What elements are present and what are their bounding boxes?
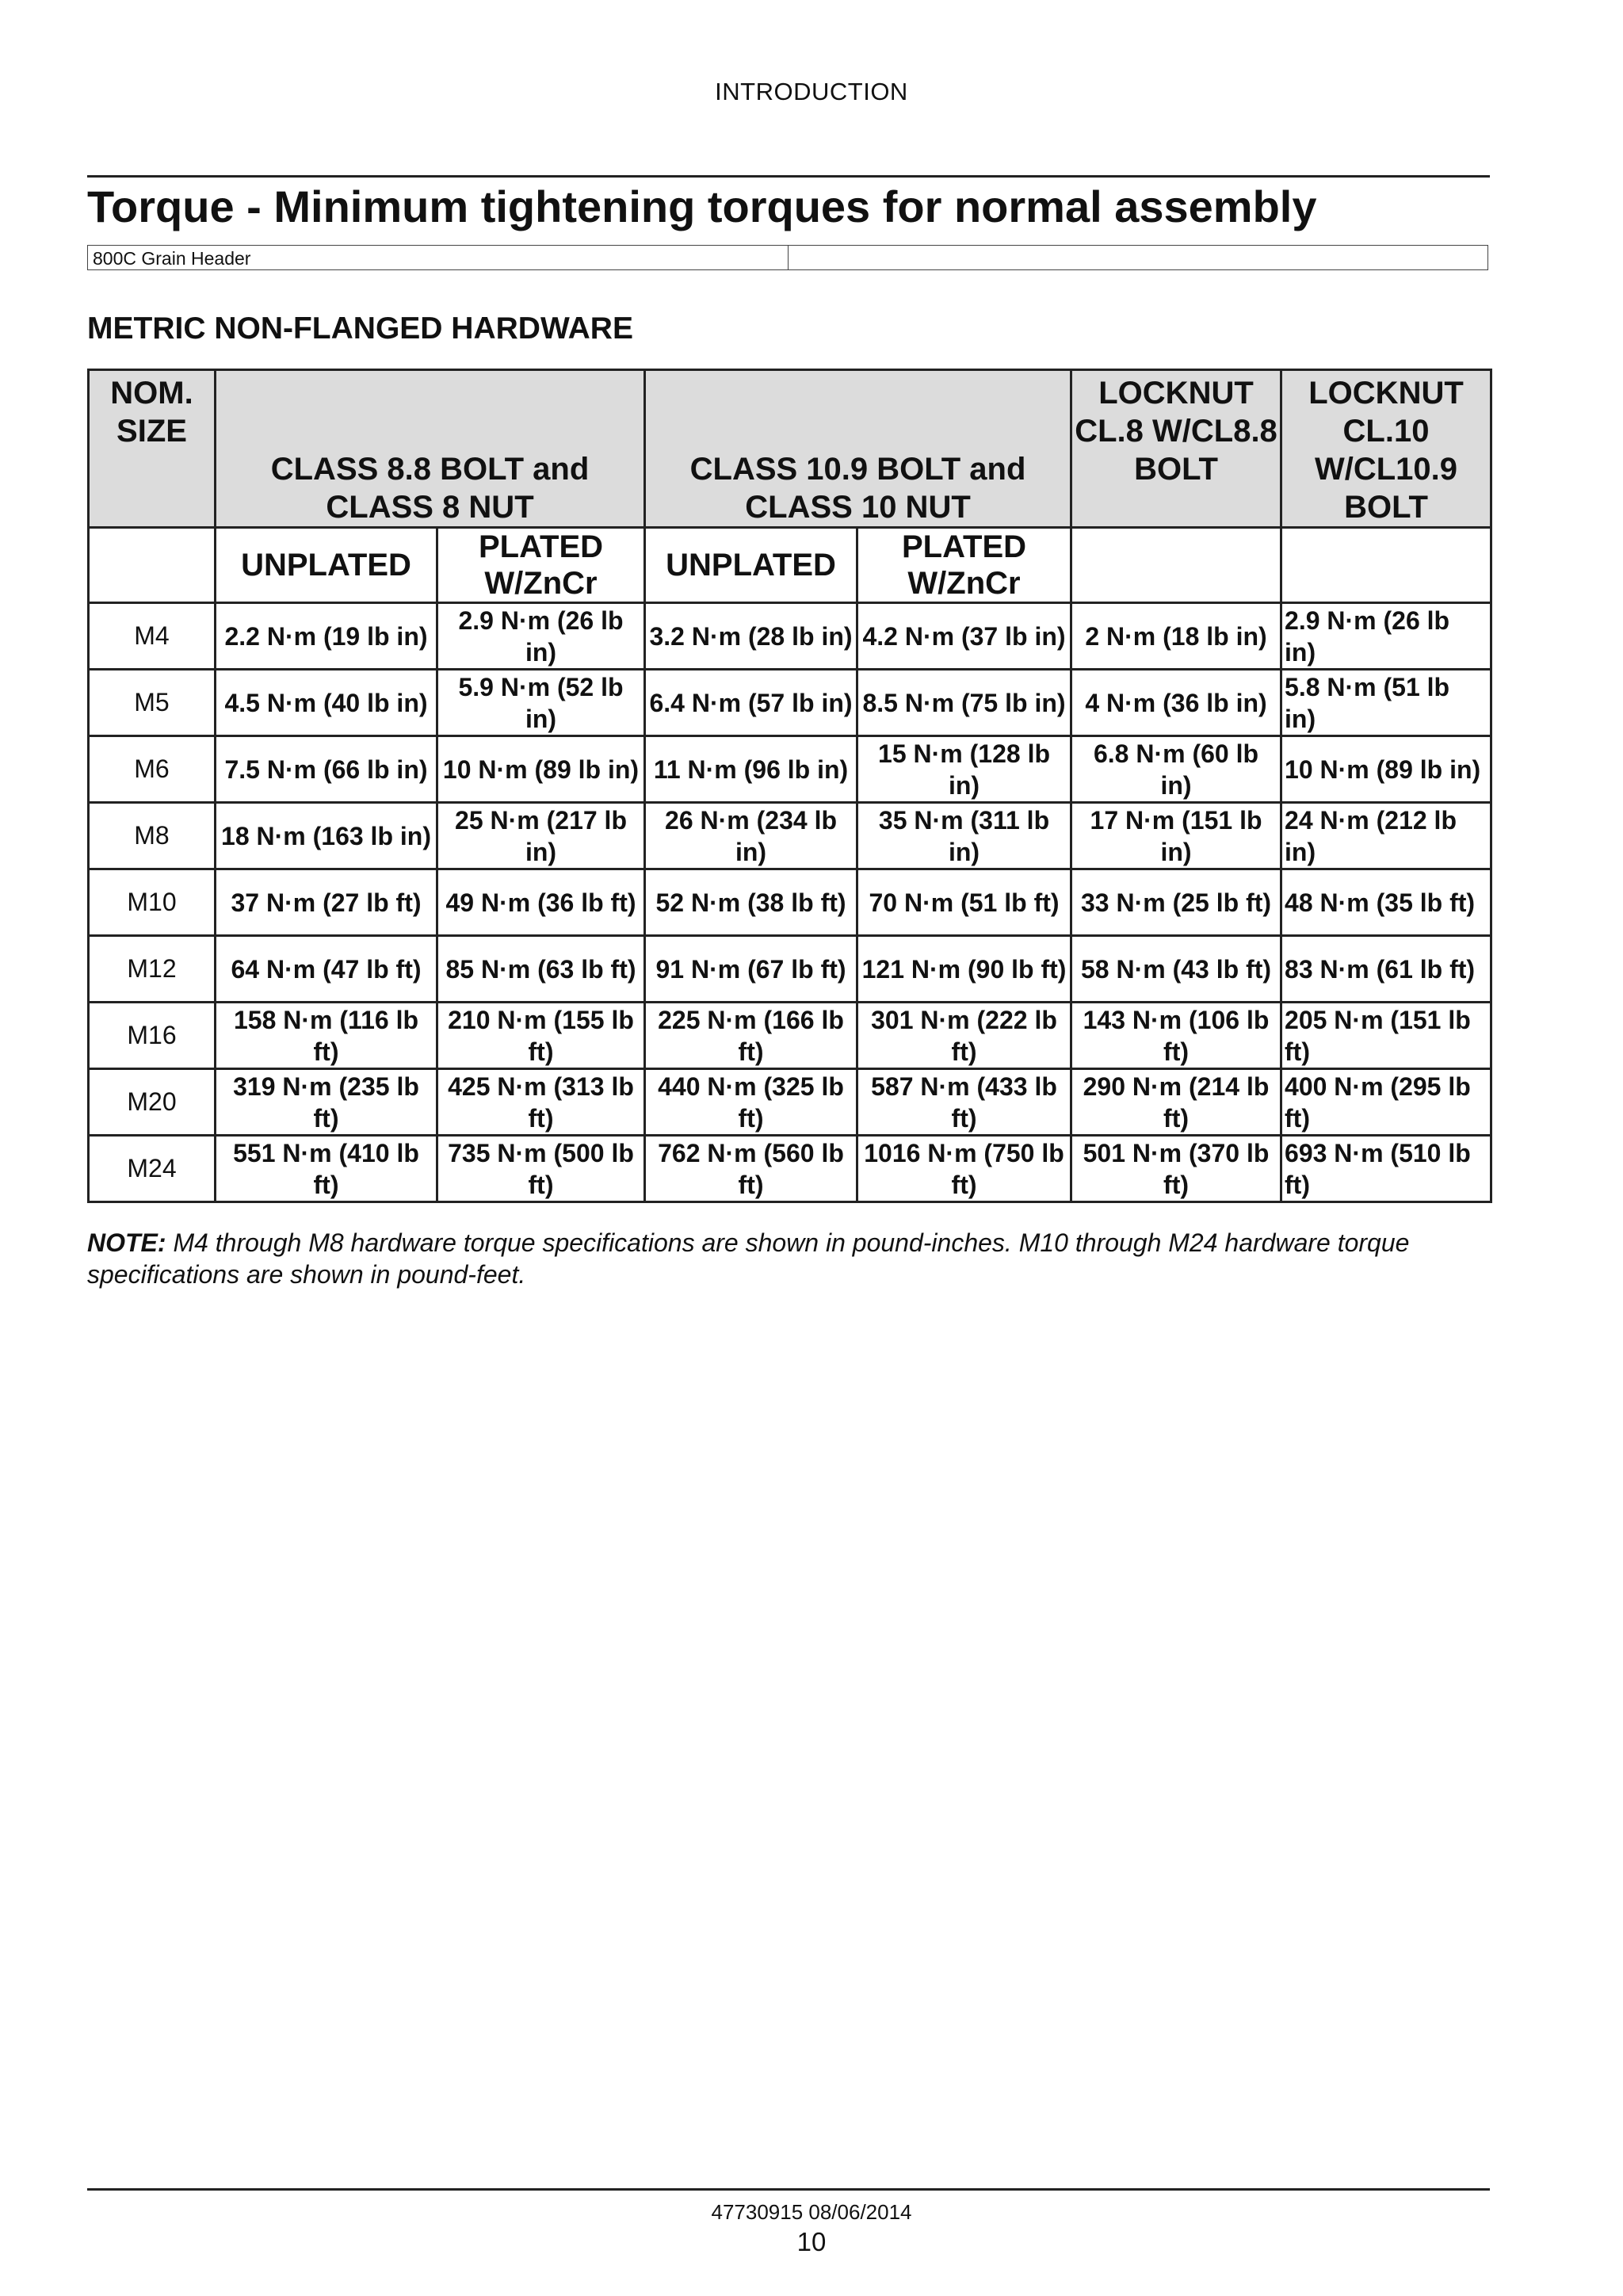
footer-rule (87, 2188, 1490, 2191)
subheader-unplated: UNPLATED (645, 528, 857, 603)
table-row (89, 1003, 1491, 1069)
note-label: NOTE: (87, 1228, 166, 1257)
torque-value-cell: 290 N·m (214 lb ft) (1071, 1069, 1281, 1136)
table-row (89, 1136, 1491, 1202)
header-class-10-9: CLASS 10.9 BOLT and CLASS 10 NUT (645, 370, 1071, 528)
header-class-8-8: CLASS 8.8 BOLT and CLASS 8 NUT (216, 370, 645, 528)
nom-size-cell: M24 (89, 1136, 216, 1202)
torque-value-cell: 551 N·m (410 lb ft) (216, 1136, 437, 1202)
nom-size-cell: M6 (89, 736, 216, 803)
torque-value-cell: 91 N·m (67 lb ft) (645, 936, 857, 1003)
note (87, 1227, 1490, 1290)
torque-value-cell: 301 N·m (222 lb ft) (857, 1003, 1071, 1069)
torque-value-cell: 205 N·m (151 lb ft) (1281, 1003, 1491, 1069)
torque-value-cell: 17 N·m (151 lb in) (1071, 803, 1281, 869)
torque-value-cell: 210 N·m (155 lb ft) (437, 1003, 645, 1069)
page-number: 10 (796, 2227, 827, 2256)
nom-size-cell: M4 (89, 603, 216, 670)
header-rule (87, 175, 1490, 178)
torque-value-cell: 4.5 N·m (40 lb in) (216, 670, 437, 736)
torque-value-cell: 4.2 N·m (37 lb in) (857, 603, 1071, 670)
footer-doc-id: 47730915 08/06/2014 (711, 2200, 912, 2224)
torque-value-cell: 6.8 N·m (60 lb in) (1071, 736, 1281, 803)
torque-value-cell: 3.2 N·m (28 lb in) (645, 603, 857, 670)
torque-value-cell: 37 N·m (27 lb ft) (216, 869, 437, 936)
subheader-blank (1281, 528, 1491, 603)
torque-table (87, 369, 1492, 1203)
torque-value-cell: 2.9 N·m (26 lb in) (437, 603, 645, 670)
torque-value-cell: 15 N·m (128 lb in) (857, 736, 1071, 803)
torque-value-cell: 400 N·m (295 lb ft) (1281, 1069, 1491, 1136)
torque-value-cell: 8.5 N·m (75 lb in) (857, 670, 1071, 736)
torque-value-cell: 26 N·m (234 lb in) (645, 803, 857, 869)
page-title: Torque - Minimum tightening torques for normal assembly (87, 181, 1317, 231)
nom-size-cell: M20 (89, 1069, 216, 1136)
torque-value-cell: 33 N·m (25 lb ft) (1071, 869, 1281, 936)
table-row (89, 736, 1491, 803)
running-header: INTRODUCTION (715, 78, 908, 105)
torque-value-cell: 143 N·m (106 lb ft) (1071, 1003, 1281, 1069)
torque-value-cell: 225 N·m (166 lb ft) (645, 1003, 857, 1069)
table-row (89, 803, 1491, 869)
torque-value-cell: 6.4 N·m (57 lb in) (645, 670, 857, 736)
torque-value-cell: 121 N·m (90 lb ft) (857, 936, 1071, 1003)
table-row (89, 670, 1491, 736)
note-text: M4 through M8 hardware torque specifications are shown in pound-inches. M10 through M24 hardware torque specifications are shown in pound-feet. (87, 1228, 1410, 1289)
nom-size-cell: M5 (89, 670, 216, 736)
nom-size-cell: M12 (89, 936, 216, 1003)
applicability-model: 800C Grain Header (88, 246, 789, 269)
torque-value-cell: 319 N·m (235 lb ft) (216, 1069, 437, 1136)
header-locknut-cl8: LOCKNUT CL.8 W/CL8.8 BOLT (1071, 370, 1281, 528)
header-locknut-cl10: LOCKNUT CL.10 W/CL10.9 BOLT (1281, 370, 1491, 528)
subheader-plated: PLATED W/ZnCr (437, 528, 645, 603)
torque-value-cell: 693 N·m (510 lb ft) (1281, 1136, 1491, 1202)
torque-value-cell: 25 N·m (217 lb in) (437, 803, 645, 869)
nom-size-cell: M16 (89, 1003, 216, 1069)
torque-value-cell: 10 N·m (89 lb in) (437, 736, 645, 803)
torque-value-cell: 24 N·m (212 lb in) (1281, 803, 1491, 869)
torque-value-cell: 425 N·m (313 lb ft) (437, 1069, 645, 1136)
torque-table-body (89, 603, 1491, 1202)
applicability-bar (87, 245, 1488, 270)
torque-value-cell: 49 N·m (36 lb ft) (437, 869, 645, 936)
torque-value-cell: 762 N·m (560 lb ft) (645, 1136, 857, 1202)
torque-value-cell: 5.8 N·m (51 lb in) (1281, 670, 1491, 736)
torque-value-cell: 1016 N·m (750 lb ft) (857, 1136, 1071, 1202)
torque-value-cell: 64 N·m (47 lb ft) (216, 936, 437, 1003)
torque-value-cell: 4 N·m (36 lb in) (1071, 670, 1281, 736)
torque-value-cell: 85 N·m (63 lb ft) (437, 936, 645, 1003)
subheader-blank (89, 528, 216, 603)
torque-value-cell: 158 N·m (116 lb ft) (216, 1003, 437, 1069)
torque-value-cell: 7.5 N·m (66 lb in) (216, 736, 437, 803)
table-row (89, 603, 1491, 670)
torque-value-cell: 2 N·m (18 lb in) (1071, 603, 1281, 670)
torque-value-cell: 501 N·m (370 lb ft) (1071, 1136, 1281, 1202)
torque-value-cell: 2.2 N·m (19 lb in) (216, 603, 437, 670)
torque-value-cell: 5.9 N·m (52 lb in) (437, 670, 645, 736)
table-row (89, 1069, 1491, 1136)
torque-value-cell: 48 N·m (35 lb ft) (1281, 869, 1491, 936)
torque-value-cell: 587 N·m (433 lb ft) (857, 1069, 1071, 1136)
nom-size-cell: M10 (89, 869, 216, 936)
nom-size-cell: M8 (89, 803, 216, 869)
torque-value-cell: 52 N·m (38 lb ft) (645, 869, 857, 936)
section-title: METRIC NON-FLANGED HARDWARE (87, 311, 633, 346)
subheader-blank (1071, 528, 1281, 603)
torque-value-cell: 440 N·m (325 lb ft) (645, 1069, 857, 1136)
torque-value-cell: 735 N·m (500 lb ft) (437, 1136, 645, 1202)
applicability-empty-cell (789, 246, 1487, 269)
table-row (89, 936, 1491, 1003)
torque-value-cell: 58 N·m (43 lb ft) (1071, 936, 1281, 1003)
table-row (89, 869, 1491, 936)
header-nom-size: NOM. SIZE (89, 370, 216, 528)
subheader-plated: PLATED W/ZnCr (857, 528, 1071, 603)
torque-value-cell: 11 N·m (96 lb in) (645, 736, 857, 803)
torque-value-cell: 2.9 N·m (26 lb in) (1281, 603, 1491, 670)
torque-value-cell: 83 N·m (61 lb ft) (1281, 936, 1491, 1003)
torque-value-cell: 10 N·m (89 lb in) (1281, 736, 1491, 803)
torque-value-cell: 18 N·m (163 lb in) (216, 803, 437, 869)
torque-value-cell: 70 N·m (51 lb ft) (857, 869, 1071, 936)
subheader-unplated: UNPLATED (216, 528, 437, 603)
torque-value-cell: 35 N·m (311 lb in) (857, 803, 1071, 869)
